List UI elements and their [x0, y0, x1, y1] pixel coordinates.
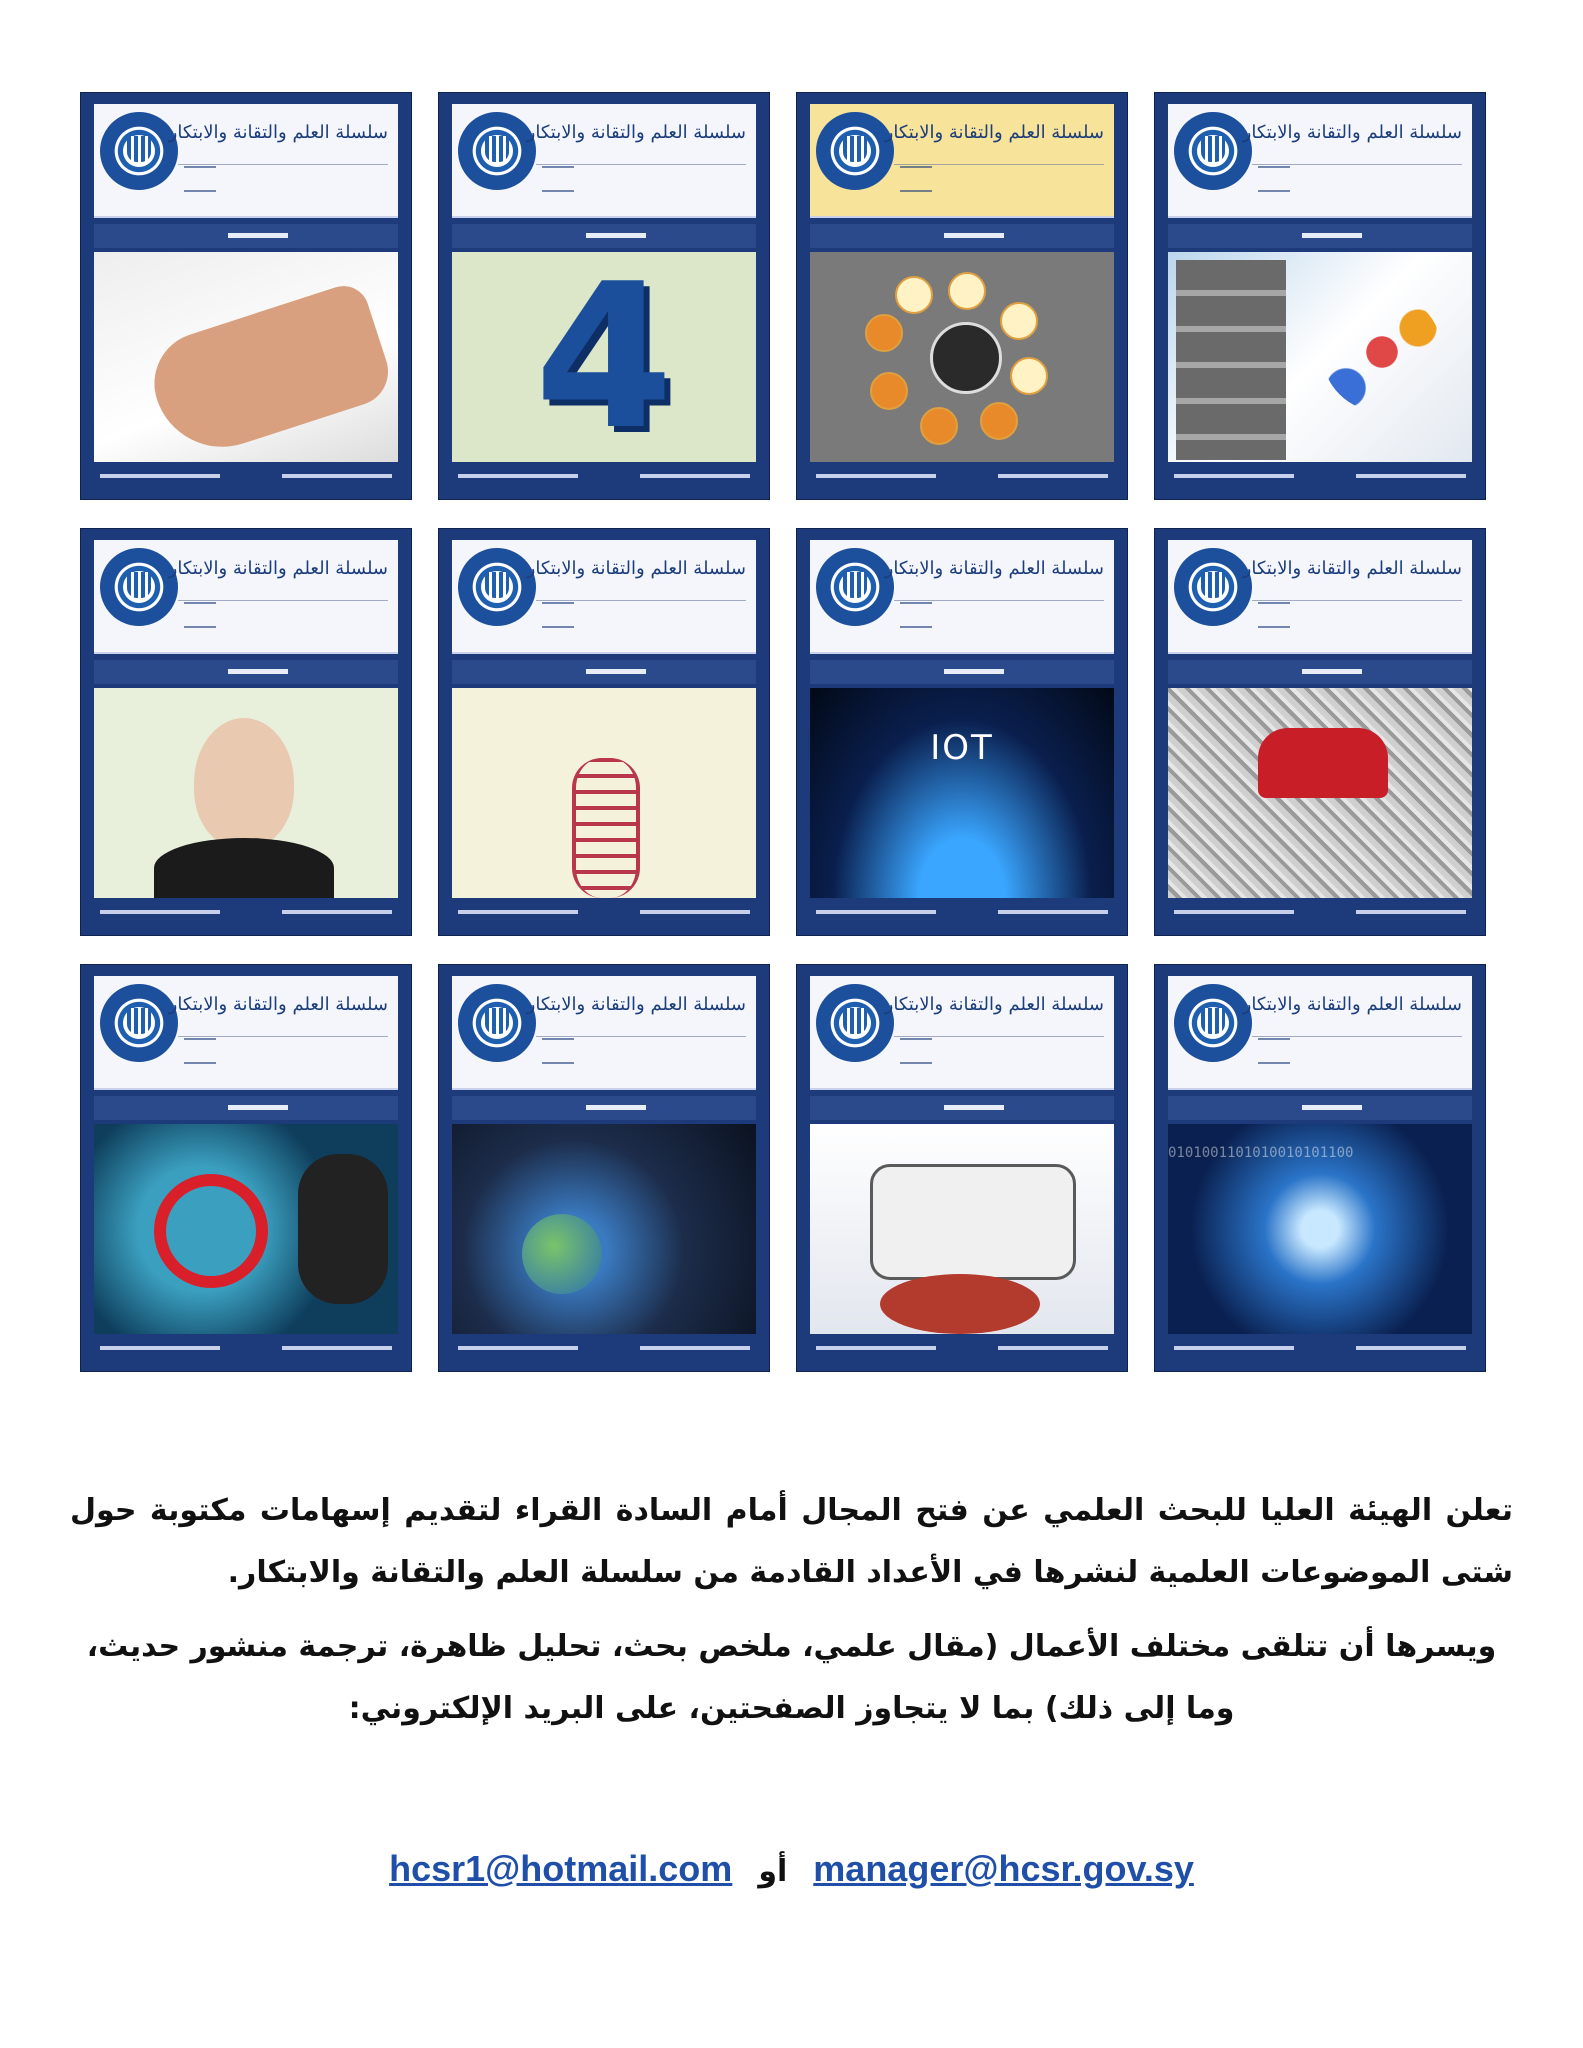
cover-series-title: سلسلة العلم والتقانة والابتكار: [1242, 122, 1462, 143]
cover-issue-11[interactable]: [438, 964, 770, 1372]
email-contacts: [0, 1848, 1583, 1890]
cover-footer: [94, 1340, 398, 1364]
cover-footer: [94, 468, 398, 492]
cover-series-title: سلسلة العلم والتقانة والابتكار: [884, 122, 1104, 143]
cover-series-title: سلسلة العلم والتقانة والابتكار: [168, 122, 388, 143]
announcement-paragraph-2: ويسرها أن تتلقى مختلف الأعمال (مقال علمي، ملخص بحث، تحليل ظاهرة، ترجمة منشور حديث، وما إلى ذلك) بما لا يتجاوز الصفحتين، على البريد الإلكتروني:: [86, 1629, 1497, 1726]
cover-series-title: سلسلة العلم والتقانة والابتكار: [884, 994, 1104, 1015]
cover-issue-10[interactable]: [796, 964, 1128, 1372]
announcement-paragraph-1: تعلن الهيئة العليا للبحث العلمي عن فتح المجال أمام السادة القراء لتقديم إسهامات مكتوبة حول شتى الموضوعات العلمية لنشرها في الأعداد القادمة من سلسلة العلم والتقانة والابتكار.: [70, 1493, 1513, 1590]
hcsr-logo: [1174, 984, 1252, 1062]
cover-footer: [1168, 904, 1472, 928]
cover-issue-7[interactable]: [438, 528, 770, 936]
cover-issue-9[interactable]: [1154, 964, 1486, 1372]
cover-issue-2[interactable]: [796, 92, 1128, 500]
biohazard-icon: [94, 1124, 398, 1334]
hcsr-logo: [458, 548, 536, 626]
cover-strip: [1168, 1096, 1472, 1120]
email-link-hcsr[interactable]: manager@hcsr.gov.sy: [813, 1848, 1194, 1889]
cover-header: [94, 540, 398, 654]
cover-footer: [94, 904, 398, 928]
cover-series-title: سلسلة العلم والتقانة والابتكار: [1242, 994, 1462, 1015]
cover-series-title: سلسلة العلم والتقانة والابتكار: [168, 994, 388, 1015]
hcsr-logo: [100, 984, 178, 1062]
technology-transfer-cycle-icon: [810, 252, 1114, 462]
cover-series-title: سلسلة العلم والتقانة والابتكار: [526, 558, 746, 579]
cover-strip: [452, 224, 756, 248]
binary-tunnel-icon: [1168, 1124, 1472, 1334]
cover-issue-6[interactable]: [796, 528, 1128, 936]
cover-issue-8[interactable]: [80, 528, 412, 936]
cover-header: [452, 104, 756, 218]
cover-header: [1168, 540, 1472, 654]
cover-footer: [452, 904, 756, 928]
hcsr-logo: [458, 984, 536, 1062]
hcsr-logo: [1174, 548, 1252, 626]
hcsr-logo: [816, 984, 894, 1062]
cover-strip: [1168, 224, 1472, 248]
hcsr-logo: [816, 112, 894, 190]
cover-strip: [452, 1096, 756, 1120]
cover-footer: [1168, 468, 1472, 492]
cover-header: [1168, 976, 1472, 1090]
email-link-hotmail[interactable]: hcsr1@hotmail.com: [389, 1848, 733, 1889]
cover-strip: [94, 1096, 398, 1120]
vr-headset-icon: [452, 1124, 756, 1334]
cover-series-title: سلسلة العلم والتقانة والابتكار: [526, 994, 746, 1015]
cover-header: [452, 976, 756, 1090]
cover-issue-5[interactable]: [1154, 528, 1486, 936]
cover-series-title: سلسلة العلم والتقانة والابتكار: [1242, 558, 1462, 579]
cover-footer: [810, 904, 1114, 928]
cover-header: [94, 104, 398, 218]
dna-icon: [452, 688, 756, 898]
iot-icon: IOT: [810, 688, 1114, 898]
covers-grid: [80, 92, 1490, 1372]
robot-icon: [94, 688, 398, 898]
cover-strip: [452, 660, 756, 684]
hcsr-logo: [816, 548, 894, 626]
hcsr-logo: [1174, 112, 1252, 190]
cover-strip: [810, 1096, 1114, 1120]
cover-footer: [1168, 1340, 1472, 1364]
cover-footer: [810, 1340, 1114, 1364]
car-parts-icon: [1168, 688, 1472, 898]
number-four-icon: 4: [452, 252, 756, 462]
cover-issue-3[interactable]: [438, 92, 770, 500]
cover-strip: [94, 224, 398, 248]
cover-header: [94, 976, 398, 1090]
cover-series-title: سلسلة العلم والتقانة والابتكار: [526, 122, 746, 143]
hand-icon: [94, 252, 398, 462]
hcsr-logo: [100, 548, 178, 626]
food-printer-icon: [810, 1124, 1114, 1334]
cover-series-title: سلسلة العلم والتقانة والابتكار: [168, 558, 388, 579]
cover-issue-12[interactable]: [80, 964, 412, 1372]
cover-series-title: سلسلة العلم والتقانة والابتكار: [884, 558, 1104, 579]
cover-strip: [810, 224, 1114, 248]
cover-footer: [452, 468, 756, 492]
molecule-icon: [1168, 252, 1472, 462]
cover-issue-1[interactable]: [1154, 92, 1486, 500]
hcsr-logo: [458, 112, 536, 190]
cover-header: [452, 540, 756, 654]
hcsr-logo: [100, 112, 178, 190]
cover-header: [810, 104, 1114, 218]
announcement: [70, 1480, 1513, 1752]
cover-header: [1168, 104, 1472, 218]
cover-strip: [94, 660, 398, 684]
cover-footer: [810, 468, 1114, 492]
cover-footer: [452, 1340, 756, 1364]
cover-strip: [1168, 660, 1472, 684]
or-separator: أو: [758, 1854, 788, 1889]
cover-strip: [810, 660, 1114, 684]
cover-header: [810, 976, 1114, 1090]
cover-header: [810, 540, 1114, 654]
cover-issue-4[interactable]: [80, 92, 412, 500]
